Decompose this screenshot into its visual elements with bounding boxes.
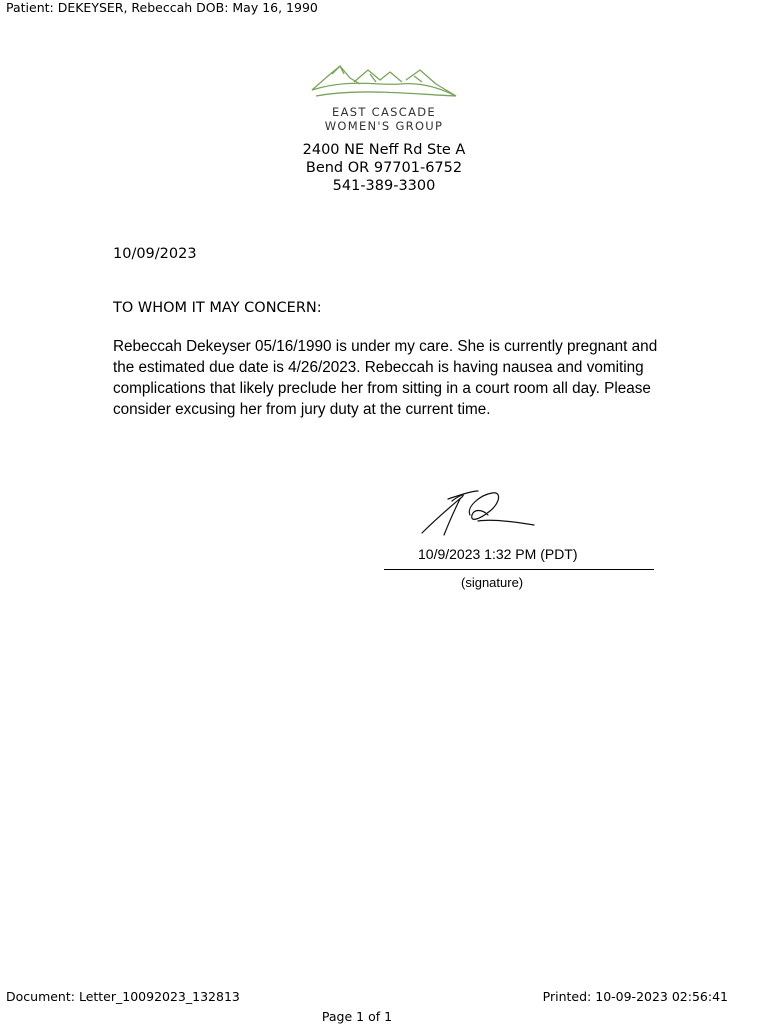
letter-date: 10/09/2023 bbox=[113, 246, 197, 262]
signature-line bbox=[384, 569, 654, 570]
address-city: Bend OR 97701-6752 bbox=[305, 160, 463, 176]
patient-header: Patient: DEKEYSER, Rebeccah DOB: May 16, 1990 bbox=[6, 0, 318, 15]
handwritten-signature-icon bbox=[410, 485, 540, 540]
footer-page-number: Page 1 of 1 bbox=[321, 1009, 393, 1024]
mountain-logo-icon bbox=[310, 60, 460, 102]
signature-label: (signature) bbox=[461, 575, 524, 590]
org-name-line2: WOMEN'S GROUP bbox=[324, 119, 444, 133]
footer-document-name: Document: Letter_10092023_132813 bbox=[6, 989, 240, 1004]
address-street: 2400 NE Neff Rd Ste A bbox=[302, 142, 466, 158]
footer-printed-date: Printed: 10-09-2023 02:56:41 bbox=[542, 989, 728, 1004]
letter-salutation: TO WHOM IT MAY CONCERN: bbox=[113, 300, 322, 316]
signature-timestamp: 10/9/2023 1:32 PM (PDT) bbox=[418, 546, 578, 562]
address-phone: 541-389-3300 bbox=[332, 178, 436, 194]
org-name-line1: EAST CASCADE bbox=[332, 105, 436, 119]
letter-body: Rebeccah Dekeyser 05/16/1990 is under my care. She is currently pregnant and the estimated due date is 4/26/2023. Rebeccah is having nausea and vomiting complications that likely preclude her from sitting in a court room all day. Please consider excusing her from jury duty at the current time. bbox=[113, 338, 658, 418]
